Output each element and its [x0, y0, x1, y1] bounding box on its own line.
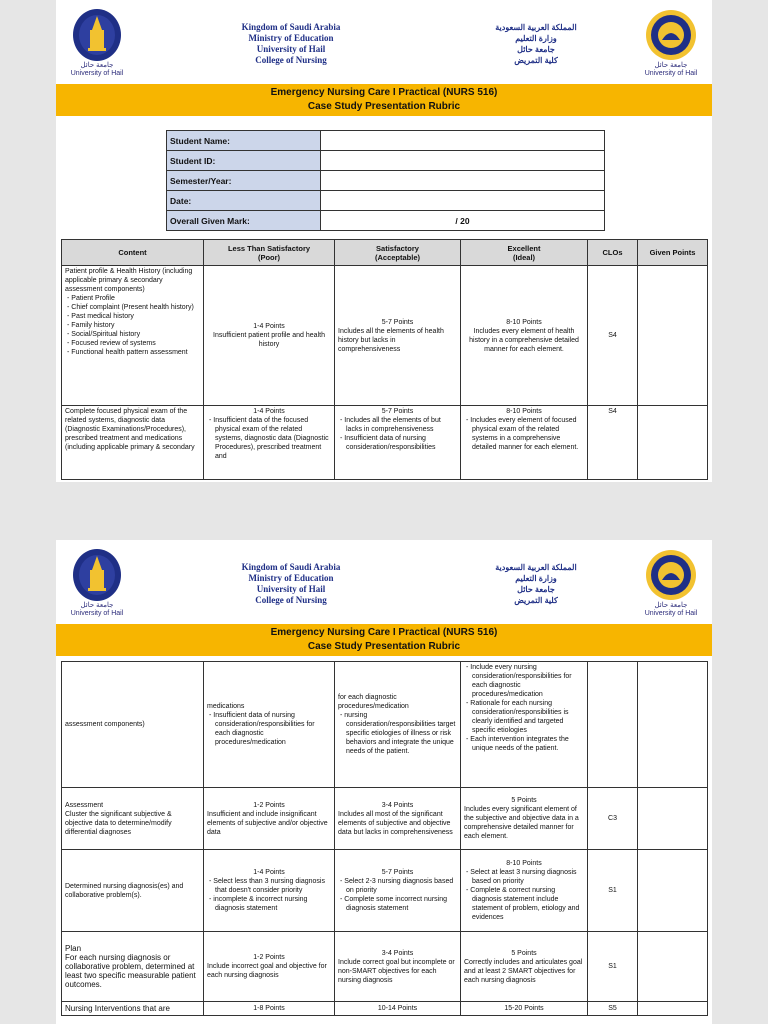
country-name: Kingdom of Saudi Arabia	[241, 562, 341, 572]
content-cell: Complete focused physical exam of the related systems, diagnostic data (Diagnostic Examinations/Procedures), prescribed treatment and medications (including applicable primary & secondary	[62, 406, 204, 480]
given-points-cell[interactable]	[638, 406, 708, 480]
nursing-college-logo-right	[640, 548, 702, 618]
rubric-table-page2	[61, 661, 708, 1016]
header-arabic	[486, 562, 586, 606]
content-cell	[62, 266, 204, 406]
points-label: 1-2 Points	[253, 801, 285, 809]
poor-cell	[204, 788, 335, 850]
points-label: 8-10 Points	[506, 860, 542, 867]
ministry-name: Ministry of Education	[248, 33, 334, 43]
list-item: - incomplete & incorrect nursing diagnosis statement	[215, 895, 331, 913]
poor-cell	[204, 266, 335, 406]
country-name-ar: المملكة العربية السعودية	[495, 563, 577, 572]
logo-caption-ar: جامعة حائل	[654, 602, 688, 609]
clo-cell: S1	[588, 850, 638, 932]
satisfactory-cell: 10-14 Points	[335, 1002, 461, 1016]
info-row	[167, 171, 605, 191]
overall-mark-label: Overall Given Mark:	[167, 211, 321, 231]
content-cell: assessment components)	[62, 662, 204, 788]
list-item: - Complete & correct nursing diagnosis statement include statement of problem, etiology and evidences	[472, 886, 584, 922]
given-points-cell[interactable]	[638, 1002, 708, 1016]
points-label: 8-10 Points	[506, 408, 542, 415]
clo-cell: S4	[588, 406, 638, 480]
info-row	[167, 131, 605, 151]
criteria-text: Insufficient and include insignificant elements of subjective and/or objective data	[207, 810, 328, 836]
given-points-cell[interactable]	[638, 266, 708, 406]
clo-cell: C3	[588, 788, 638, 850]
student-id-field[interactable]	[321, 151, 605, 171]
list-item: - Functional health pattern assessment	[73, 348, 200, 357]
list-item: - Insufficient data of the focused physical exam of the related systems, diagnostic data (Diagnostic Procedures), prescribed treatment and	[215, 416, 331, 461]
student-name-label: Student Name:	[167, 131, 321, 151]
table-row	[62, 1002, 708, 1016]
content-cell	[62, 788, 204, 850]
list-item: - Focused review of systems	[73, 339, 200, 348]
title-band	[56, 624, 712, 656]
student-id-label: Student ID:	[167, 151, 321, 171]
college-name-ar: كلية التمريض	[514, 56, 558, 65]
country-name-ar: المملكة العربية السعودية	[495, 23, 577, 32]
satisfactory-cell	[335, 406, 461, 480]
header-given-points: Given Points	[638, 240, 708, 266]
criteria-text: Includes all most of the significant elements of subjective and objective data but lacks in comprehensiveness	[338, 810, 453, 836]
excellent-cell	[461, 932, 588, 1002]
list-item: - Includes all the elements of but lacks in comprehensiveness	[346, 416, 457, 434]
ministry-name-ar: وزارة التعليم	[515, 34, 557, 43]
university-name: University of Hail	[256, 44, 326, 54]
points-label: 5-7 Points	[381, 318, 414, 326]
points-label: 1-4 Points	[253, 323, 285, 330]
header-english	[226, 562, 356, 606]
satisfactory-cell	[335, 850, 461, 932]
country-name: Kingdom of Saudi Arabia	[241, 22, 341, 32]
university-name-ar: جامعة حائل	[517, 45, 555, 54]
given-points-cell[interactable]	[638, 932, 708, 1002]
content-title: Assessment	[65, 801, 104, 809]
excellent-cell	[461, 788, 588, 850]
college-name-ar: كلية التمريض	[514, 596, 558, 605]
criteria-text: Include correct goal but incomplete or non-SMART objectives for each nursing diagnosis	[338, 958, 455, 984]
nursing-college-logo-right	[640, 8, 702, 78]
excellent-cell	[461, 406, 588, 480]
page-1	[56, 0, 712, 482]
content-cell: Determined nursing diagnosis(es) and collaborative problem(s).	[62, 850, 204, 932]
list-item: - Select less than 3 nursing diagnosis that doesn't consider priority	[215, 877, 331, 895]
list-item: - Family history	[73, 321, 200, 330]
content-title: Plan	[65, 944, 82, 953]
logo-caption-ar: جامعة حائل	[80, 62, 114, 69]
university-logo-left	[66, 548, 128, 618]
student-info-table	[166, 130, 605, 231]
table-row	[62, 850, 708, 932]
points-label: 5 Points	[511, 949, 537, 957]
college-name: College of Nursing	[255, 55, 327, 65]
points-label: 5 Points	[511, 797, 537, 804]
list-item: - Includes every element of focused physical exam of the related systems in a comprehensive detailed manner for each element.	[472, 416, 584, 452]
excellent-cell	[461, 662, 588, 788]
criteria-text: Includes all the elements of health history but lacks in comprehensiveness	[338, 327, 444, 353]
given-points-cell[interactable]	[638, 788, 708, 850]
poor-cell	[204, 406, 335, 480]
list-item: - Complete some incorrect nursing diagnosis statement	[346, 895, 457, 913]
list-item: - Rationale for each nursing consideration/responsibilities is clearly identified and targeted specific etiologies	[472, 699, 584, 735]
rubric-header-row	[62, 240, 708, 266]
criteria-text: medications	[207, 703, 245, 710]
points-label: 3-4 Points	[381, 801, 414, 809]
clo-cell	[588, 662, 638, 788]
college-name: College of Nursing	[255, 595, 327, 605]
content-text: For each nursing diagnosis or collaborative problem, determined at least two specific measurable patient outcomes.	[65, 953, 196, 989]
points-label: 5-7 Points	[381, 869, 414, 876]
header-satisfactory: Satisfactory (Acceptable)	[335, 240, 461, 266]
criteria-text: Includes every element of health history in a comprehensive detailed manner for each element.	[469, 327, 579, 353]
excellent-cell	[461, 266, 588, 406]
list-item: - Chief complaint (Present health history)	[73, 303, 200, 312]
university-name: University of Hail	[256, 584, 326, 594]
list-item: - Past medical history	[73, 312, 200, 321]
table-row	[62, 932, 708, 1002]
list-item: - Insufficient data of nursing consideration/responsibilities for each diagnostic procedures/medication	[215, 711, 331, 747]
clo-cell: S4	[588, 266, 638, 406]
points-label: 1-2 Points	[253, 954, 285, 961]
list-item: - Patient Profile	[73, 294, 200, 303]
student-name-field[interactable]	[321, 131, 605, 151]
content-text: Cluster the significant subjective & objective data to determine/modify differential diagnoses	[65, 810, 172, 836]
poor-cell	[204, 932, 335, 1002]
list-item: - Social/Spiritual history	[73, 330, 200, 339]
logo-caption-ar: جامعة حائل	[80, 602, 114, 609]
points-label: 8-10 Points	[506, 318, 542, 326]
criteria-text: Insufficient patient profile and health history	[213, 332, 325, 348]
semester-field[interactable]	[321, 171, 605, 191]
title-band	[56, 84, 712, 116]
logo-caption-ar: جامعة حائل	[654, 62, 688, 69]
ministry-name: Ministry of Education	[248, 573, 334, 583]
satisfactory-cell	[335, 788, 461, 850]
header-content: Content	[62, 240, 204, 266]
rubric-title: Case Study Presentation Rubric	[307, 641, 461, 652]
list-item: - Each intervention integrates the unique needs of the patient.	[472, 735, 584, 753]
course-title: Emergency Nursing Care I Practical (NURS 516)	[270, 87, 498, 98]
date-field[interactable]	[321, 191, 605, 211]
satisfactory-cell	[335, 932, 461, 1002]
header-excellent: Excellent (Ideal)	[461, 240, 588, 266]
list-item: - Select 2-3 nursing diagnosis based on priority	[346, 877, 457, 895]
criteria-text: for each diagnostic procedures/medication	[338, 694, 409, 710]
excellent-cell: 15-20 Points	[461, 1002, 588, 1016]
points-label: 5-7 Points	[381, 408, 414, 415]
university-name-ar: جامعة حائل	[517, 585, 555, 594]
table-row	[62, 406, 708, 480]
excellent-cell	[461, 850, 588, 932]
poor-cell: 1-8 Points	[204, 1002, 335, 1016]
points-label: 3-4 Points	[381, 949, 414, 957]
date-label: Date:	[167, 191, 321, 211]
rubric-table-page1	[61, 239, 708, 480]
logo-caption-en: University of Hail	[644, 70, 698, 77]
content-cell	[62, 932, 204, 1002]
list-item: - Include every nursing consideration/responsibilities for each diagnostic procedures/medication	[472, 663, 584, 699]
table-row	[62, 266, 708, 406]
info-row	[167, 191, 605, 211]
given-points-cell[interactable]	[638, 662, 708, 788]
content-cell: Nursing Interventions that are	[62, 1002, 204, 1016]
points-label: 1-4 Points	[253, 869, 285, 876]
table-row	[62, 788, 708, 850]
page-2	[56, 540, 712, 1024]
satisfactory-cell	[335, 662, 461, 788]
semester-label: Semester/Year:	[167, 171, 321, 191]
table-row	[62, 662, 708, 788]
criteria-text: Include incorrect goal and objective for each nursing diagnosis	[207, 963, 327, 979]
list-item: - nursing consideration/responsibilities target specific etiologies of illness or risk behaviors and integrate the unique needs of the patient.	[346, 711, 457, 756]
given-points-cell[interactable]	[638, 850, 708, 932]
logo-caption-en: University of Hail	[644, 610, 698, 617]
ministry-name-ar: وزارة التعليم	[515, 574, 557, 583]
header-english	[226, 22, 356, 66]
poor-cell	[204, 850, 335, 932]
list-item: - Insufficient data of nursing consideration/responsibilities	[346, 434, 457, 452]
list-item: - Select at least 3 nursing diagnosis based on priority	[472, 868, 584, 886]
clo-cell: S1	[588, 932, 638, 1002]
clo-cell: S5	[588, 1002, 638, 1016]
poor-cell	[204, 662, 335, 788]
info-row	[167, 211, 605, 231]
criteria-text: Includes every significant element of the subjective and objective data in a comprehensive detailed manner for each element.	[464, 806, 579, 840]
header-arabic	[486, 22, 586, 66]
overall-mark-field[interactable]: / 20	[321, 211, 605, 231]
university-logo-left	[66, 8, 128, 78]
criteria-text: Correctly includes and articulates goal and at least 2 SMART objectives for each nursing diagnosis	[464, 958, 583, 984]
header-poor: Less Than Satisfactory (Poor)	[204, 240, 335, 266]
logo-caption-en: University of Hail	[70, 70, 124, 77]
satisfactory-cell	[335, 266, 461, 406]
header-clos: CLOs	[588, 240, 638, 266]
course-title: Emergency Nursing Care I Practical (NURS 516)	[270, 627, 498, 638]
logo-caption-en: University of Hail	[70, 610, 124, 617]
info-row	[167, 151, 605, 171]
rubric-title: Case Study Presentation Rubric	[307, 101, 461, 112]
content-text: Patient profile & Health History (including applicable primary & secondary assessment components)	[65, 268, 193, 293]
points-label: 1-4 Points	[253, 408, 285, 415]
